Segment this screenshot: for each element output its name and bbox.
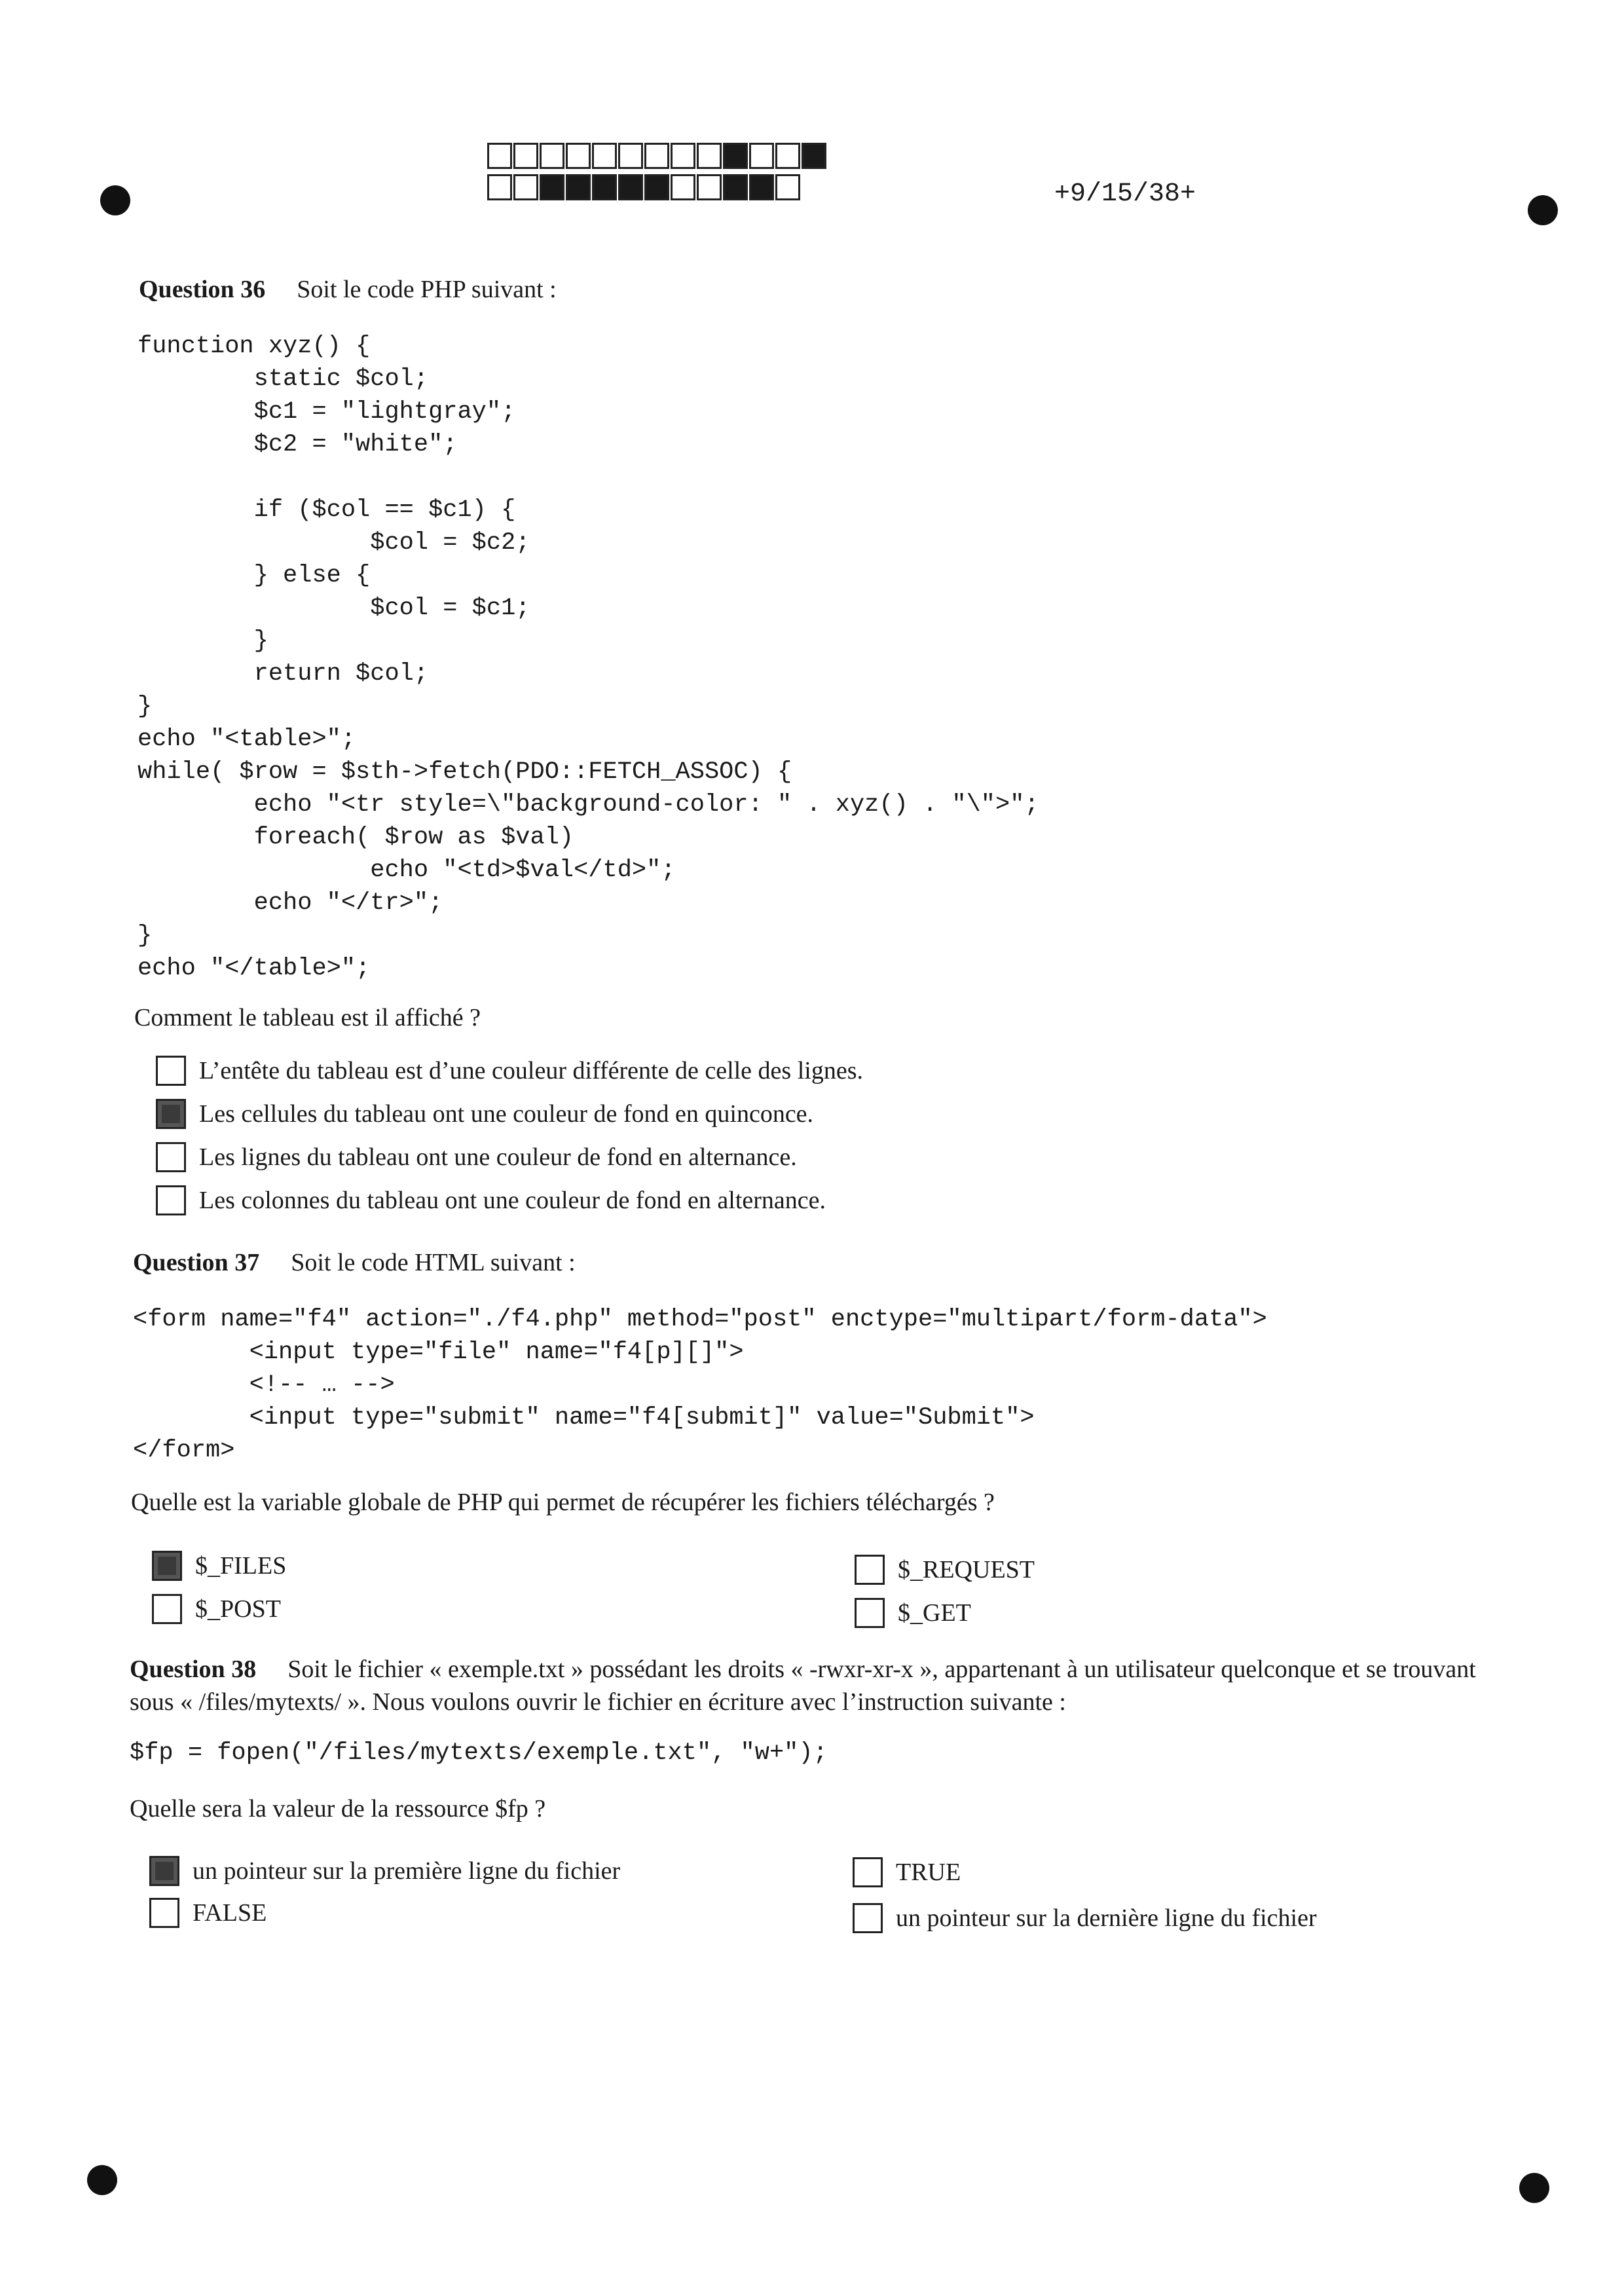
- barcode-cell: [540, 174, 564, 200]
- q36-choice-2[interactable]: [156, 1099, 813, 1129]
- question-38-header: [130, 1653, 1524, 1718]
- barcode-cell: [540, 143, 564, 169]
- checkbox[interactable]: [156, 1185, 186, 1215]
- barcode-cell: [566, 143, 591, 169]
- choice-text: FALSE: [193, 1899, 267, 1927]
- checkbox-checked[interactable]: [149, 1856, 179, 1886]
- barcode-cell: [723, 174, 748, 200]
- page-id: +9/15/38+: [1054, 179, 1196, 209]
- checkbox[interactable]: [855, 1598, 885, 1628]
- question-label: Question 38: [130, 1656, 257, 1683]
- barcode-cell: [775, 174, 800, 200]
- checkbox[interactable]: [853, 1857, 883, 1887]
- q37-choice-request[interactable]: [855, 1555, 1035, 1585]
- barcode-cell: [513, 174, 538, 200]
- q38-choice-first-line[interactable]: [149, 1856, 620, 1886]
- choice-text: Les colonnes du tableau ont une couleur de fond en alternance.: [199, 1187, 826, 1214]
- barcode-cell: [618, 174, 643, 200]
- choice-text: $_FILES: [195, 1552, 287, 1580]
- choice-text: $_GET: [898, 1599, 971, 1627]
- php-code-block: function xyz() { static $col; $c1 = "lightgray"; $c2 = "white"; if ($col == $c1) { $col = $c2; } else { $col = $c1; } return $col; } echo "<table>"; while( $row = $sth->fetch(PDO::FETCH_ASSOC) { echo "<tr style=\"background-color: " . xyz() . "\">"; foreach( $row as $val) echo "<td>$val</td>"; echo "</tr>"; } echo "</table>";: [138, 333, 1039, 982]
- question-intro: Soit le code PHP suivant :: [297, 276, 557, 303]
- q37-choice-files[interactable]: [152, 1551, 286, 1581]
- q37-choice-post[interactable]: [152, 1594, 281, 1624]
- checkbox[interactable]: [156, 1056, 186, 1086]
- question-36-header: [139, 275, 557, 304]
- q37-choice-get[interactable]: [855, 1598, 971, 1628]
- checkbox[interactable]: [156, 1142, 186, 1172]
- checkbox[interactable]: [855, 1555, 885, 1585]
- barcode-row-1: [487, 143, 828, 169]
- barcode-cell: [697, 174, 722, 200]
- choice-text: TRUE: [896, 1859, 961, 1886]
- q36-choice-3[interactable]: [156, 1142, 797, 1172]
- barcode-cell: [749, 174, 774, 200]
- barcode-cell: [671, 143, 695, 169]
- q38-choice-false[interactable]: [149, 1898, 267, 1928]
- barcode-cell: [566, 174, 591, 200]
- checkbox[interactable]: [853, 1903, 883, 1933]
- checkbox[interactable]: [152, 1594, 182, 1624]
- choice-text: $_REQUEST: [898, 1556, 1035, 1583]
- barcode-cell: [802, 143, 826, 169]
- question-36-prompt: Comment le tableau est il affiché ?: [134, 1004, 481, 1031]
- barcode-cell: [775, 143, 800, 169]
- barcode-cell: [697, 143, 722, 169]
- q36-choice-1[interactable]: [156, 1056, 863, 1086]
- registration-dot-bottom-left: [87, 2165, 117, 2195]
- barcode-row-2: [487, 174, 802, 200]
- barcode-cell: [592, 174, 617, 200]
- barcode-cell: [618, 143, 643, 169]
- question-intro: Soit le fichier « exemple.txt » possédant les droits « -rwxr-xr-x », appartenant à un utilisateur quelconque et se trouvant sous « /files/mytexts/ ». Nous voulons ouvrir le fichier en écriture avec l’instruction suivante :: [130, 1656, 1476, 1716]
- php-fopen-code: $fp = fopen("/files/mytexts/exemple.txt", "w+");: [130, 1739, 828, 1767]
- question-intro: Soit le code HTML suivant :: [291, 1249, 576, 1276]
- barcode-cell: [671, 174, 695, 200]
- registration-dot-bottom-right: [1519, 2173, 1549, 2203]
- q36-choice-4[interactable]: [156, 1185, 826, 1215]
- choice-text: un pointeur sur la dernière ligne du fichier: [896, 1904, 1317, 1932]
- barcode-cell: [723, 143, 748, 169]
- choice-text: Les lignes du tableau ont une couleur de fond en alternance.: [199, 1143, 797, 1171]
- choice-text: $_POST: [195, 1595, 281, 1623]
- q38-choice-last-line[interactable]: [853, 1903, 1317, 1933]
- checkbox-checked[interactable]: [152, 1551, 182, 1581]
- question-label: Question 37: [133, 1249, 260, 1276]
- choice-text: L’entête du tableau est d’une couleur différente de celle des lignes.: [199, 1057, 863, 1084]
- barcode-cell: [487, 174, 512, 200]
- q38-choice-true[interactable]: [853, 1857, 961, 1887]
- registration-dot-top-right: [1528, 195, 1558, 225]
- choice-text: un pointeur sur la première ligne du fichier: [193, 1857, 621, 1885]
- question-37-prompt: Quelle est la variable globale de PHP qui permet de récupérer les fichiers téléchargés ?: [131, 1489, 995, 1516]
- question-37-header: [133, 1248, 576, 1277]
- checkbox[interactable]: [149, 1898, 179, 1928]
- barcode-cell: [749, 143, 774, 169]
- html-code-block: <form name="f4" action="./f4.php" method="post" enctype="multipart/form-data"> <input type="file" name="f4[p][]"> <!-- … --> <input type="submit" name="f4[submit]" value="Submit"> </form>: [133, 1306, 1267, 1464]
- barcode-cell: [487, 143, 512, 169]
- question-label: Question 36: [139, 276, 266, 303]
- checkbox-checked[interactable]: [156, 1099, 186, 1129]
- barcode-cell: [644, 174, 669, 200]
- barcode-cell: [592, 143, 617, 169]
- choice-text: Les cellules du tableau ont une couleur de fond en quinconce.: [199, 1100, 814, 1128]
- registration-dot-top-left: [100, 185, 130, 215]
- barcode-cell: [644, 143, 669, 169]
- barcode-cell: [513, 143, 538, 169]
- question-38-prompt: Quelle sera la valeur de la ressource $fp ?: [130, 1795, 546, 1823]
